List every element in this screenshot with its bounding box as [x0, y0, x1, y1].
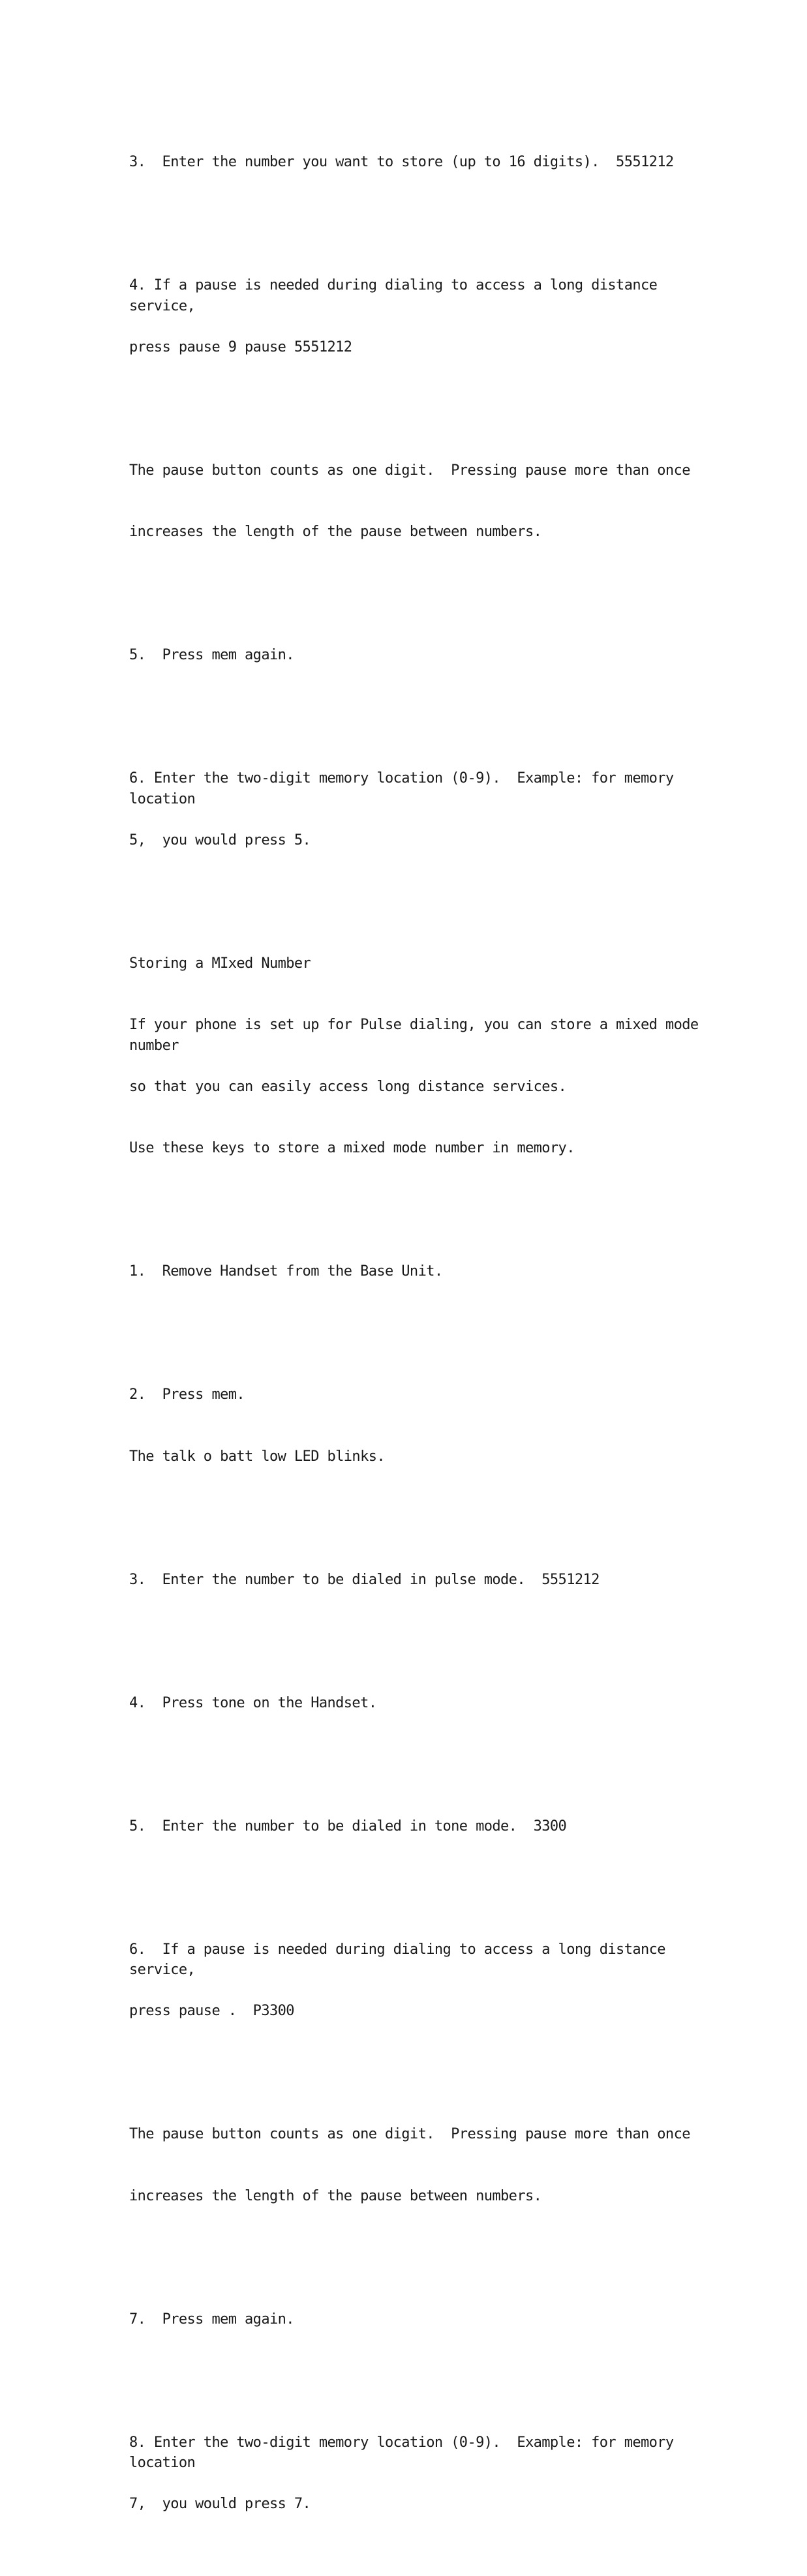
mixed-step-7 — [129, 2268, 716, 2371]
text-line: 5, you would press 5. — [129, 831, 311, 848]
text-line: press pause . P3300 — [129, 2003, 294, 2019]
text-line: so that you can easily access long distance services. — [129, 1078, 567, 1095]
mixed-step-8 — [129, 2391, 716, 2556]
text-line: 6. Enter the two-digit memory location (0-9). Example: for memory location — [129, 770, 682, 807]
mixed-step-3 — [129, 1529, 716, 1632]
text-line: 3. Enter the number to be dialed in pulse mode. 5551212 — [129, 1571, 600, 1588]
text-line: 5. Enter the number to be dialed in tone mode. 3300 — [129, 1818, 567, 1835]
text-line: increases the length of the pause between numbers. — [129, 2187, 542, 2204]
mixed-step-5 — [129, 1775, 716, 1878]
text-line: If your phone is set up for Pulse dialing, you can store a mixed mode number — [129, 1017, 707, 1054]
text-line: Use these keys to store a mixed mode number in memory. — [129, 1140, 575, 1156]
text-line: 3. Enter the number you want to store (up to 16 digits). 5551212 — [129, 154, 674, 170]
pause-note — [129, 419, 716, 584]
text-line: 4. Press tone on the Handset. — [129, 1694, 377, 1711]
pause-note-2 — [129, 2083, 716, 2247]
text-line: The pause button counts as one digit. Pressing pause more than once — [129, 462, 690, 479]
step-4-pause — [129, 234, 716, 398]
mixed-number-section — [129, 912, 716, 1200]
text-line: The talk o batt low LED blinks. — [129, 1448, 385, 1465]
section-heading: Storing a MIxed Number — [129, 955, 311, 972]
step-5-press-mem — [129, 604, 716, 707]
document-page — [129, 111, 716, 2576]
mixed-step-4 — [129, 1652, 716, 1755]
text-line: 5. Press mem again. — [129, 647, 294, 663]
text-line: 2. Press mem. — [129, 1386, 245, 1403]
text-line: 7. Press mem again. — [129, 2311, 294, 2328]
text-line: press pause 9 pause 5551212 — [129, 338, 352, 355]
text-line: 7, you would press 7. — [129, 2496, 311, 2512]
text-line: increases the length of the pause between numbers. — [129, 524, 542, 540]
mixed-step-1 — [129, 1220, 716, 1323]
text-line: 8. Enter the two-digit memory location (0-9). Example: for memory location — [129, 2434, 682, 2471]
text-line: The pause button counts as one digit. Pressing pause more than once — [129, 2126, 690, 2142]
mixed-step-2 — [129, 1343, 716, 1508]
text-line: 1. Remove Handset from the Base Unit. — [129, 1263, 443, 1280]
mixed-step-6 — [129, 1898, 716, 2063]
text-line: 6. If a pause is needed during dialing to access a long distance service, — [129, 1941, 674, 1978]
step-6-memory-location — [129, 727, 716, 891]
text-line: 4. If a pause is needed during dialing to access a long distance service, — [129, 277, 665, 314]
step-3-enter-number — [129, 111, 716, 214]
